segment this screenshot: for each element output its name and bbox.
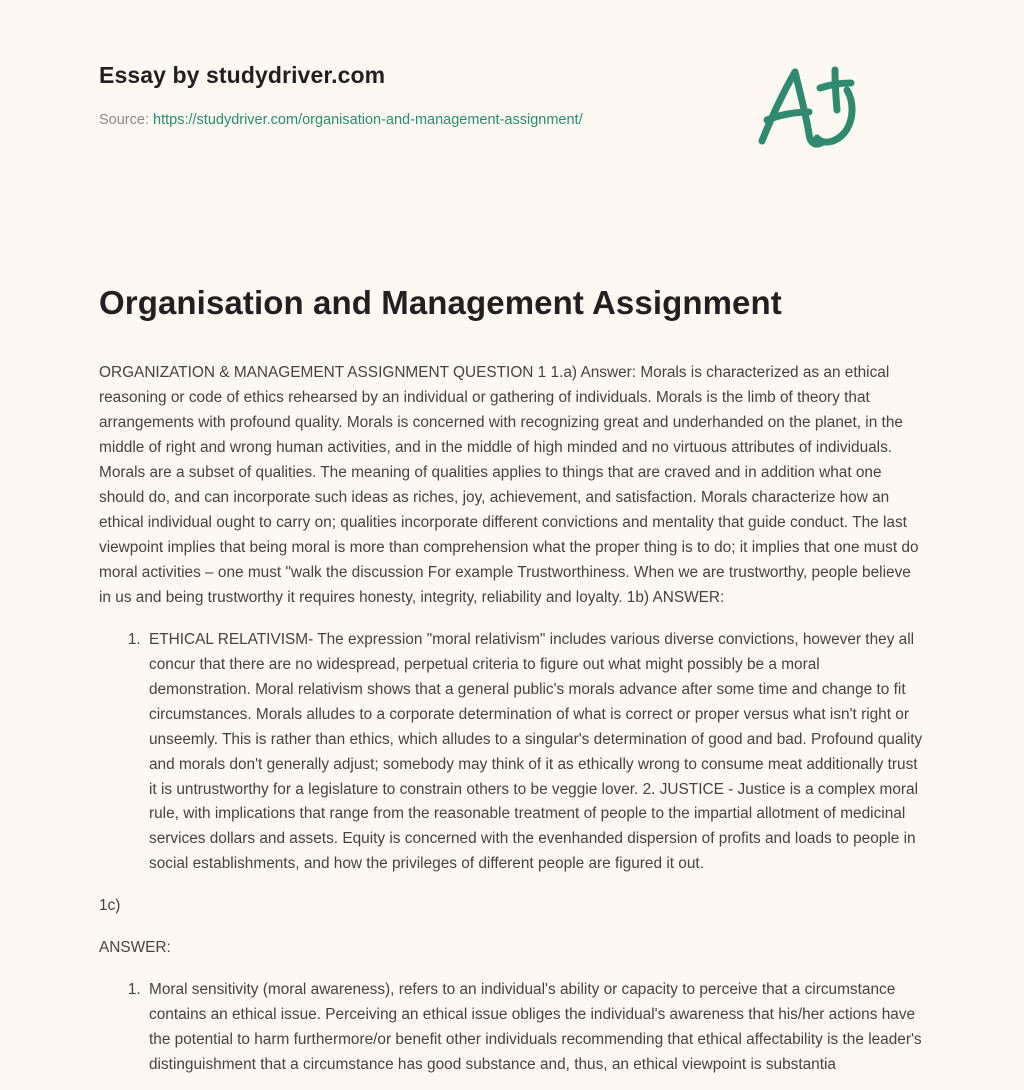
document-header xyxy=(99,0,925,174)
answer-label: ANSWER: xyxy=(99,939,171,957)
ethics-concepts-list xyxy=(99,628,925,878)
body-paragraph: ORGANIZATION & MANAGEMENT ASSIGNMENT QUESTION 1 1.a) Answer: Morals is characterized as an ethical reasoning or code of ethics rehearsed by an individual or gathering of individuals. Morals is the limb of theory that arrangements with profound quality. Morals is concerned with recognizing great and underhanded on the planet, in the middle of right and wrong human activities, and in the middle of high minded and no virtuous attributes of individuals. Morals are a subset of qualities. The meaning of qualities applies to things that are craved and in addition what one should do, and can incorporate such ideas as riches, joy, achievement, and satisfaction. Morals characterize how an ethical individual ought to carry on; qualities incorporate different convictions and mentality that guide conduct. The last viewpoint implies that being moral is more than comprehension what the proper thing is to do; it implies that one must do moral activities – one must "walk the discussion For example Trustworthiness. When we are trustworthy, people believe in us and being trustworthy it requires honesty, integrity, reliability and loyalty. 1b) ANSWER: xyxy=(99,364,919,606)
question-label-1c: 1c) xyxy=(99,897,121,915)
a-plus-logo-icon xyxy=(751,58,863,150)
source-label: Source: xyxy=(99,111,149,128)
moral-sensitivity-list xyxy=(99,978,925,1078)
list-item: 1. Moral sensitivity (moral awareness), refers to an individual's ability or capacity to perceive that a circumstance contains an ethical issue. Perceiving an ethical issue obliges the individual's awareness that his/her actions have the potential to harm furthermore/or benefit other individuals recommending that ethical affectability is the leader's distinguishment that a circumstance has good substance and, thus, an ethical viewpoint is substantia xyxy=(145,978,925,1078)
list-item: 1. ETHICAL RELATIVISM- The expression "moral relativism" includes various diverse convictions, however they all concur that there are no widespread, perpetual criteria to figure out what might possibly be a moral demonstration. Moral relativism shows that a general public's morals advance after some time and change to fit circumstances. Morals alludes to a corporate determination of what is correct or proper versus what isn't right or unseemly. This is rather than ethics, which alludes to a singular's determination of good and bad. Profound quality and morals don't generally adjust; somebody may think of it as ethically wrong to consume meat additionally trust it is untrustworthy for a legislature to constrain others to be veggie lover. 2. JUSTICE - Justice is a complex moral rule, with implications that range from the reasonable treatment of people to the impartial allotment of medicinal services dollars and assets. Equity is concerned with the evenhanded dispersion of profits and loads to people in social establishments, and how the privileges of different people are figured it out. xyxy=(145,628,925,878)
page-title: Organisation and Management Assignment xyxy=(99,284,782,321)
brand-byline: Essay by studydriver.com xyxy=(99,62,386,88)
source-url-link[interactable]: https://studydriver.com/organisation-and-management-assignment/ xyxy=(153,111,583,128)
document-body xyxy=(99,323,925,1078)
